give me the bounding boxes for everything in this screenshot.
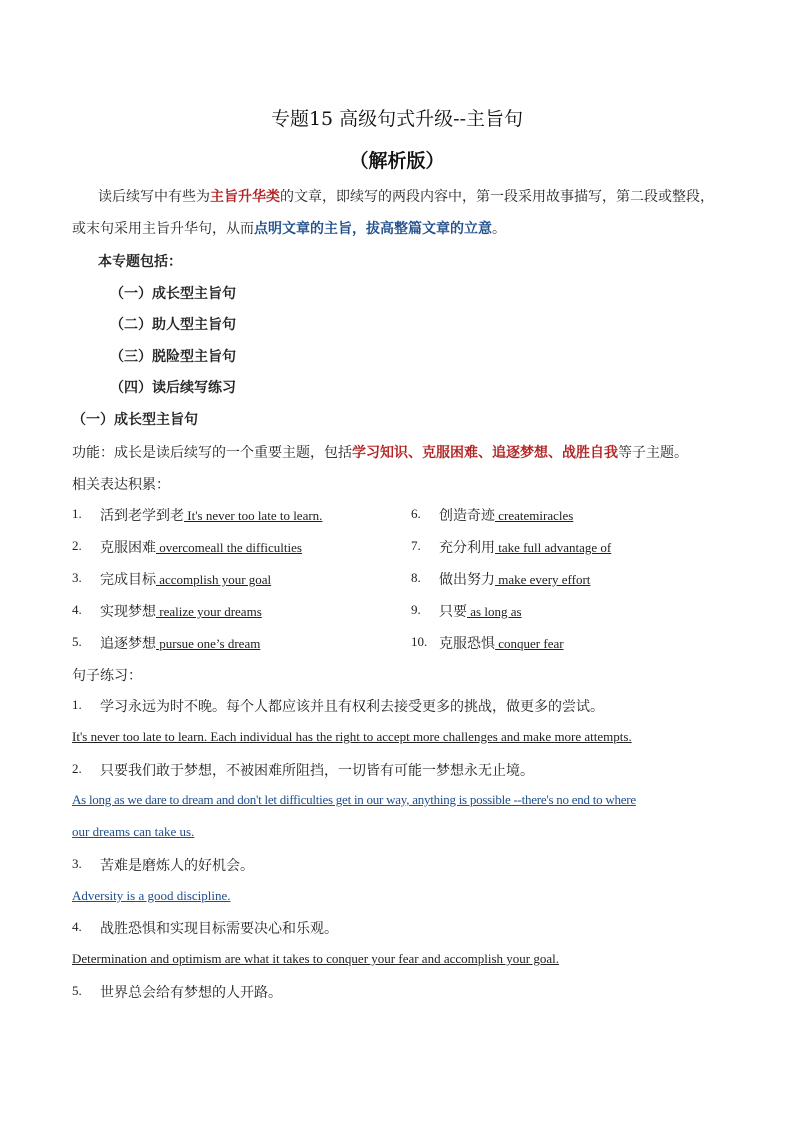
intro-line-2 bbox=[72, 218, 506, 238]
practice-number: 4. bbox=[72, 919, 82, 934]
expression-number: 8. bbox=[411, 570, 421, 585]
practice-number: 3. bbox=[72, 856, 82, 871]
practice-answer: our dreams can take us. bbox=[72, 824, 195, 839]
expression-en: accomplish your goal bbox=[156, 572, 272, 587]
expression-item bbox=[439, 569, 590, 589]
intro-text: 读后续写中有些为 bbox=[98, 189, 210, 205]
practice-answer: Adversity is a good discipline. bbox=[72, 888, 231, 903]
practice-cn: 只要我们敢于梦想，不被困难所阻挡，一切皆有可能一梦想永无止境。 bbox=[100, 763, 534, 779]
expression-en: take full advantage of bbox=[495, 540, 612, 555]
intro-highlight: 点明文章的主旨，拔高整篇文章的立意 bbox=[254, 221, 492, 237]
function-text: 等子主题。 bbox=[618, 445, 688, 461]
practice-cn: 学习永远为时不晚。每个人都应该并且有权利去接受更多的挑战，做更多的尝试。 bbox=[100, 699, 604, 715]
expression-cn: 活到老学到老 bbox=[100, 508, 184, 524]
expression-en: pursue one’s dream bbox=[156, 636, 261, 651]
expression-cn: 创造奇迹 bbox=[439, 508, 495, 524]
function-line bbox=[72, 442, 688, 462]
contents-item: （三）脱险型主旨句 bbox=[110, 349, 236, 365]
contents-item: （一）成长型主旨句 bbox=[110, 286, 236, 302]
practice-answer: As long as we dare to dream and don't let difficulties get in our way, anything is possible --there's no end to where bbox=[72, 792, 636, 807]
expression-cn: 做出努力 bbox=[439, 572, 495, 588]
intro-highlight: 主旨升华类 bbox=[210, 189, 280, 205]
expression-number: 2. bbox=[72, 538, 82, 553]
expression-number: 3. bbox=[72, 570, 82, 585]
expression-cn: 克服困难 bbox=[100, 540, 156, 556]
expression-en: It's never too late to learn. bbox=[184, 508, 323, 523]
expression-cn: 追逐梦想 bbox=[100, 636, 156, 652]
practice-answer: Determination and optimism are what it takes to conquer your fear and accomplish your goal. bbox=[72, 951, 559, 966]
expression-cn: 克服恐惧 bbox=[439, 636, 495, 652]
expression-number: 7. bbox=[411, 538, 421, 553]
function-highlight: 学习知识、克服困难、追逐梦想、战胜自我 bbox=[352, 445, 618, 461]
practice-label: 句子练习： bbox=[72, 668, 142, 684]
practice-cn: 战胜恐惧和实现目标需要决心和乐观。 bbox=[100, 921, 338, 937]
expression-cn: 完成目标 bbox=[100, 572, 156, 588]
practice-cn: 世界总会给有梦想的人开路。 bbox=[100, 985, 282, 1001]
contents-label: 本专题包括： bbox=[98, 254, 182, 270]
practice-number: 5. bbox=[72, 983, 82, 998]
expression-number: 9. bbox=[411, 602, 421, 617]
expression-number: 6. bbox=[411, 506, 421, 521]
expression-cn: 只要 bbox=[439, 604, 467, 620]
expression-number: 4. bbox=[72, 602, 82, 617]
page-subtitle: （解析版） bbox=[349, 150, 445, 172]
expression-item bbox=[100, 601, 262, 621]
expression-en: make every effort bbox=[495, 572, 591, 587]
practice-cn: 苦难是磨炼人的好机会。 bbox=[100, 858, 254, 874]
expression-number: 5. bbox=[72, 634, 82, 649]
section-heading: （一）成长型主旨句 bbox=[72, 412, 198, 428]
expression-item bbox=[100, 569, 271, 589]
expression-cn: 实现梦想 bbox=[100, 604, 156, 620]
intro-line-1 bbox=[98, 186, 714, 206]
expression-number: 1. bbox=[72, 506, 82, 521]
intro-text: 的文章，即续写的两段内容中，第一段采用故事描写，第二段或整段， bbox=[280, 189, 714, 205]
expression-en: realize your dreams bbox=[156, 604, 262, 619]
intro-text: 。 bbox=[492, 221, 506, 237]
expression-item bbox=[100, 633, 260, 653]
expression-cn: 充分利用 bbox=[439, 540, 495, 556]
function-text: 功能：成长是读后续写的一个重要主题，包括 bbox=[72, 445, 352, 461]
expression-number: 10. bbox=[411, 634, 428, 649]
intro-text: 或末句采用主旨升华句，从而 bbox=[72, 221, 254, 237]
expression-item bbox=[100, 505, 322, 525]
expression-item bbox=[100, 537, 302, 557]
expression-en: createmiracles bbox=[495, 508, 574, 523]
practice-number: 2. bbox=[72, 761, 82, 776]
expression-en: overcomeall the difficulties bbox=[156, 540, 302, 555]
expression-item bbox=[439, 601, 522, 621]
contents-item: （二）助人型主旨句 bbox=[110, 317, 236, 333]
expression-en: conquer fear bbox=[495, 636, 564, 651]
page-title: 专题15 高级句式升级--主旨句 bbox=[270, 108, 524, 130]
expression-en: as long as bbox=[467, 604, 522, 619]
expression-item bbox=[439, 537, 611, 557]
expression-item bbox=[439, 633, 564, 653]
practice-number: 1. bbox=[72, 697, 82, 712]
practice-answer: It's never too late to learn. Each individual has the right to accept more challenges and make more attempts. bbox=[72, 729, 632, 744]
expressions-label: 相关表达积累： bbox=[72, 477, 170, 493]
contents-item: （四）读后续写练习 bbox=[110, 380, 236, 396]
expression-item bbox=[439, 505, 573, 525]
